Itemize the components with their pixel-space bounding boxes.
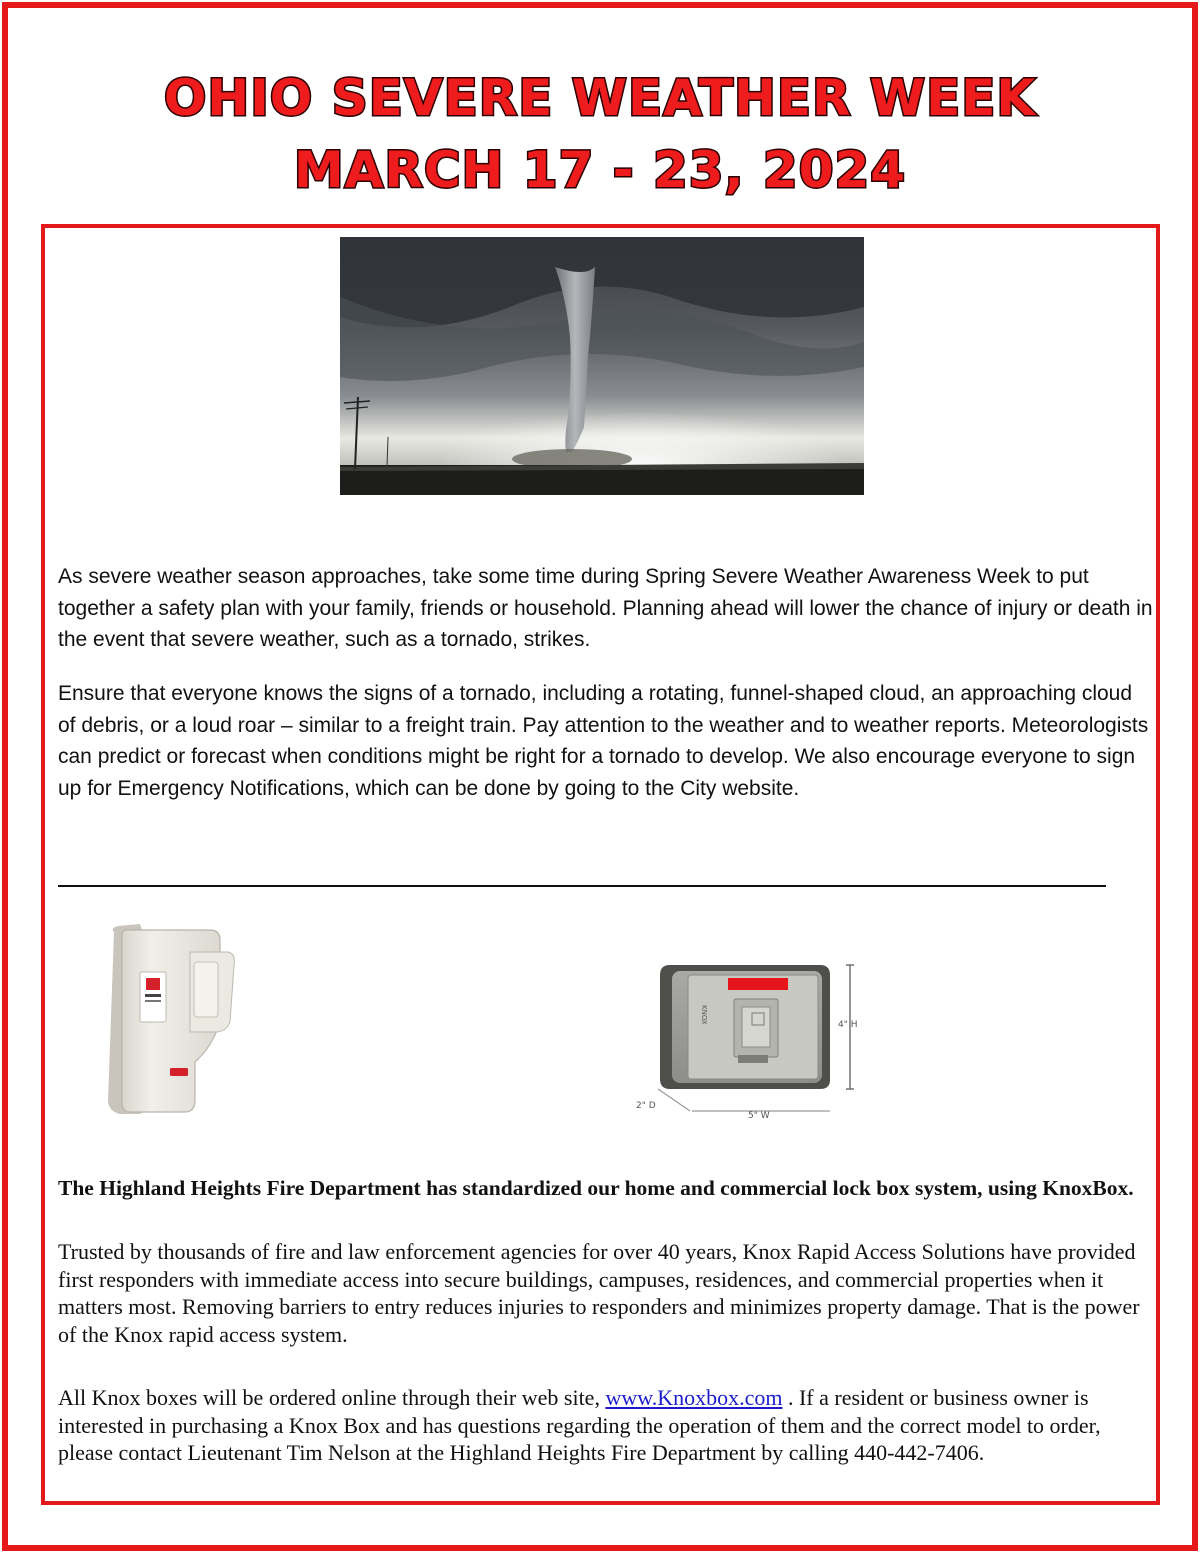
dimension-height-label: 4" H — [838, 1020, 858, 1030]
svg-text:KNOX: KNOX — [700, 1005, 708, 1025]
section-divider — [58, 885, 1106, 887]
knox-section-heading: The Highland Heights Fire Department has standardized our home and commercial lock box system, using KnoxBox. — [58, 1176, 1134, 1200]
knoxbox-website-link[interactable]: www.Knoxbox.com — [605, 1385, 783, 1410]
tornado-photo — [340, 237, 864, 495]
knox-paragraph-1: Trusted by thousands of fire and law enforcement agencies for over 40 years, Knox Rapid Access Solutions have provided first responders with immediate access into secure buildings, campuses, residences, and commercial properties when it matters most. Removing barriers to entry reduces injuries to responders and minimizes property damage. That is the power of the Knox rapid access system. — [58, 1239, 1140, 1347]
knox-paragraph-2-intro: All Knox boxes will be ordered online through their web site, — [58, 1385, 606, 1410]
dimension-depth-label: 2" D — [636, 1101, 656, 1111]
page-title — [0, 62, 1200, 206]
knox-paragraph-2 — [58, 1384, 1148, 1467]
weather-paragraph-1: As severe weather season approaches, take some time during Spring Severe Weather Awareness Week to put together a safety plan with your family, friends or household. Planning ahead will lower the chance of injury or death in the event that severe weather, such as a tornado, strikes. — [58, 565, 1153, 651]
dimension-width-label: 5" W — [748, 1111, 770, 1121]
weather-paragraph-2: Ensure that everyone knows the signs of a tornado, including a rotating, funnel-shaped cloud, an approaching cloud of debris, or a loud roar – similar to a freight train. Pay attention to the weather and to weather reports. Meteorologists can predict or forecast when conditions might be right for a tornado to develop. We also encourage everyone to sign up for Emergency Notifications, which can be done by going to the City website. — [58, 682, 1149, 800]
knox-box-wall-mount-photo — [100, 922, 250, 1120]
knox-paragraph-2-contact: . If a resident or business owner is interested in purchasing a Knox Box and has questions regarding the operation of them and the correct model to order, please contact Lieutenant Tim Nelson at the Highland Heights Fire Department by calling 440-442-7406. — [58, 1385, 1101, 1465]
title-line-2: MARCH 17 - 23, 2024 — [293, 141, 907, 199]
knox-box-dimensions-photo — [630, 955, 870, 1125]
title-line-1: OHIO SEVERE WEATHER WEEK — [163, 69, 1037, 127]
